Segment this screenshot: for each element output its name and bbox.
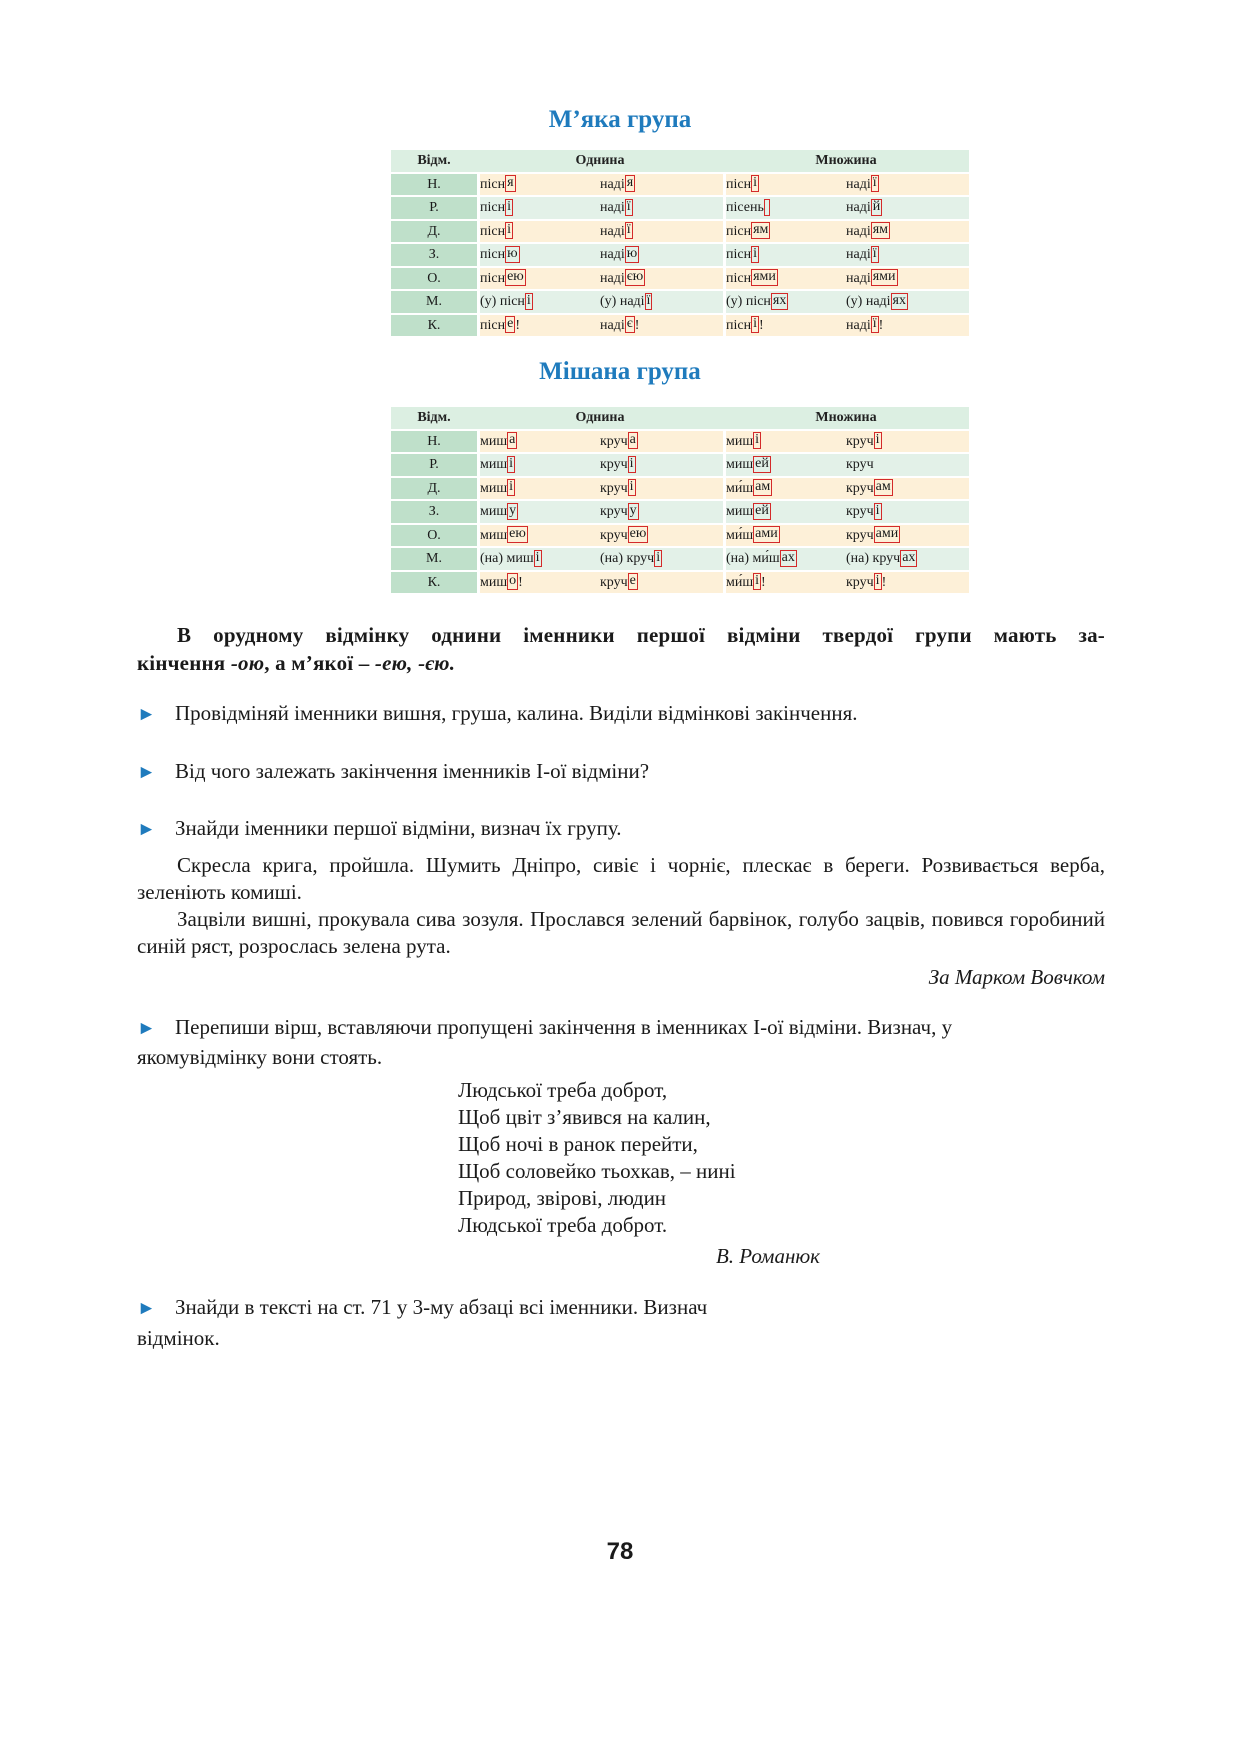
ending-box: і <box>753 175 757 191</box>
case-label: М. <box>391 291 477 313</box>
word-stem: круч <box>600 504 628 520</box>
ending-box: і <box>526 292 531 308</box>
word-stem: круч <box>600 457 628 473</box>
ending-box: ей <box>755 502 769 518</box>
case-label: М. <box>391 548 477 570</box>
case-label: К. <box>391 572 477 594</box>
table-row <box>391 174 969 196</box>
ending-box: і <box>753 316 757 332</box>
soft-group-title: М’яка група <box>548 106 692 133</box>
play-arrow-icon: ► <box>137 762 156 783</box>
table-row <box>391 572 969 594</box>
word-stem: пісень <box>726 200 764 216</box>
ending-box: е <box>629 573 636 589</box>
table-row <box>391 197 969 219</box>
declension-cell <box>846 315 969 337</box>
soft-declension-table <box>391 148 969 338</box>
declension-cell <box>600 221 723 243</box>
ending-box: ами <box>755 526 778 542</box>
declension-cell <box>600 174 723 196</box>
declension-cell <box>600 525 723 547</box>
declension-cell <box>600 268 723 290</box>
task-question <box>137 755 1105 789</box>
case-label: Н. <box>391 174 477 196</box>
word-stem: круч <box>600 433 628 449</box>
declension-cell <box>846 431 969 453</box>
mixed-group-title: Мішана група <box>539 358 701 385</box>
play-arrow-icon: ► <box>137 704 156 725</box>
preposition: (у) <box>600 294 617 310</box>
header-singular: Однина <box>477 407 723 429</box>
task-find-nouns <box>137 812 1105 846</box>
rule-line-2 <box>137 649 1105 677</box>
declension-cell <box>600 501 723 523</box>
declension-cell <box>723 548 846 570</box>
declension-cell <box>846 268 969 290</box>
preposition: (у) <box>726 294 743 310</box>
ending-box: і <box>875 432 880 448</box>
rule-text: , а м’якої – <box>264 651 375 675</box>
table-row <box>391 291 969 313</box>
table-row <box>391 431 969 453</box>
ending-box: у <box>509 502 517 518</box>
ending-box: ею <box>509 526 526 542</box>
ending-box: а <box>509 432 516 448</box>
word-stem: пісн <box>480 200 506 216</box>
declension-cell <box>477 268 600 290</box>
rule-ending-soft: -ею, -єю. <box>374 651 456 675</box>
ending-box: і <box>509 479 514 495</box>
rule-text: кінчення <box>137 651 231 675</box>
word-stem: ми́ш <box>726 480 754 496</box>
word-stem: наді <box>600 270 625 286</box>
declension-cell <box>846 572 969 594</box>
declension-cell <box>600 572 723 594</box>
poem-line: Щоб ночі в ранок перейти, <box>458 1132 698 1156</box>
declension-cell <box>477 291 600 313</box>
word-stem: наді <box>846 200 871 216</box>
word-stem: круч <box>846 504 874 520</box>
declension-cell <box>846 221 969 243</box>
task-find-in-text <box>137 1291 1105 1325</box>
declension-cell <box>600 291 723 313</box>
ending-box: ї <box>872 245 877 261</box>
declension-cell <box>723 291 846 313</box>
declension-cell <box>723 244 846 266</box>
word-stem: пісн <box>726 270 752 286</box>
table-row <box>391 478 969 500</box>
declension-cell <box>477 197 600 219</box>
ending-box: і <box>755 573 760 589</box>
declension-cell <box>723 221 846 243</box>
word-stem: миш <box>726 504 754 520</box>
punctuation: ! <box>515 317 520 333</box>
declension-cell <box>723 197 846 219</box>
word-stem: круч <box>846 527 874 543</box>
case-label: З. <box>391 244 477 266</box>
declension-cell <box>477 572 600 594</box>
ending-box: ям <box>753 222 769 238</box>
case-label: Д. <box>391 478 477 500</box>
play-arrow-icon: ► <box>137 819 156 840</box>
word-stem: миш <box>726 433 754 449</box>
ending-box: я <box>507 175 514 191</box>
declension-cell <box>723 431 846 453</box>
ending-box: і <box>509 455 514 471</box>
preposition: (на) <box>846 551 870 567</box>
declension-cell <box>477 454 600 476</box>
text-author: За Марком Вовчком <box>928 965 1105 989</box>
punctuation: ! <box>518 574 523 590</box>
word-stem: миш <box>480 457 508 473</box>
word-stem: наді <box>846 247 871 263</box>
case-label: О. <box>391 268 477 290</box>
word-stem: наді <box>600 247 625 263</box>
rule-line-1: В орудному відмінку однини іменники першої відміни твердої групи мають за- <box>177 623 1105 647</box>
ending-box: ям <box>872 222 889 238</box>
word-stem: наді <box>846 223 871 239</box>
case-label: Р. <box>391 454 477 476</box>
text-paragraph-2: Зацвіли вишні, прокувала сива зозуля. Прослався зелений барвінок, голубо зацвів, повився горобиний синій ряст, розрослась зелена рута. <box>137 907 1105 958</box>
ending-box: ї <box>626 222 631 238</box>
word-stem: пісн <box>726 176 752 192</box>
ending-box: ами <box>875 526 899 542</box>
word-stem: миш <box>480 480 508 496</box>
task-text: Знайди в тексті на ст. 71 у 3-му абзаці всі іменники. Визнач <box>175 1295 708 1319</box>
word-stem: миш <box>480 433 508 449</box>
task-find-in-text-cont: відмінок. <box>137 1326 220 1350</box>
ending-box: о <box>509 573 517 589</box>
table-row <box>391 268 969 290</box>
word-stem: ми́ш <box>752 551 780 567</box>
word-stem: пісн <box>726 223 752 239</box>
ending-box: і <box>753 245 757 261</box>
preposition: (у) <box>480 294 497 310</box>
word-stem: круч <box>626 551 655 567</box>
rule-ending-hard: -ою <box>230 651 265 675</box>
poem-line: Щоб соловейко тьохкав, – нині <box>458 1159 736 1183</box>
case-label: Н. <box>391 431 477 453</box>
header-singular: Однина <box>477 150 723 172</box>
word-stem: круч <box>872 551 901 567</box>
punctuation: ! <box>758 317 764 333</box>
play-arrow-icon: ► <box>137 1298 156 1319</box>
table-row <box>391 244 969 266</box>
ending-box: ях <box>772 292 787 308</box>
ending-box <box>764 199 770 216</box>
ending-box: ей <box>755 455 769 471</box>
ending-box: ях <box>892 292 906 308</box>
word-stem: пісн <box>726 247 752 263</box>
task-rewrite-poem <box>137 1011 1105 1045</box>
ending-box: ями <box>753 269 776 285</box>
word-stem: пісн <box>480 247 506 263</box>
declension-cell <box>846 525 969 547</box>
table-row <box>391 454 969 476</box>
punctuation: ! <box>761 574 766 590</box>
word-stem: круч <box>600 480 628 496</box>
ending-box: і <box>656 549 661 565</box>
word-stem: наді <box>846 176 871 192</box>
table-row <box>391 315 969 337</box>
declension-cell <box>477 221 600 243</box>
table-row <box>391 548 969 570</box>
case-label: О. <box>391 525 477 547</box>
ending-box: ями <box>872 269 896 285</box>
declension-cell <box>600 454 723 476</box>
word-stem: круч <box>846 457 874 473</box>
word-stem: миш <box>480 504 508 520</box>
case-label: К. <box>391 315 477 337</box>
word-stem: наді <box>846 317 871 333</box>
task-text: Знайди іменники першої відміни, визнач їх групу. <box>175 816 622 840</box>
task-text: Від чого залежать закінчення іменників І-ої відміни? <box>175 759 650 783</box>
declension-cell <box>477 431 600 453</box>
poem-line: Щоб цвіт з’явився на калин, <box>458 1105 711 1129</box>
word-stem: миш <box>480 527 508 543</box>
word-stem: круч <box>846 433 874 449</box>
header-case: Відм. <box>391 150 477 172</box>
declension-cell <box>600 548 723 570</box>
poem-line: Людської треба доброт, <box>458 1078 668 1102</box>
word-stem: круч <box>600 527 628 543</box>
ending-box: ею <box>629 526 647 542</box>
word-stem: наді <box>600 223 625 239</box>
declension-cell <box>846 244 969 266</box>
case-label: З. <box>391 501 477 523</box>
word-stem: круч <box>846 574 874 590</box>
ending-box: і <box>507 198 511 214</box>
declension-cell <box>846 197 969 219</box>
word-stem: наді <box>846 270 871 286</box>
word-stem: пісн <box>726 317 752 333</box>
declension-cell <box>600 431 723 453</box>
ending-box: ї <box>872 175 877 191</box>
task-text: Провідміняй іменники вишня, груша, калина. Виділи відмінкові закінчення. <box>175 701 858 725</box>
header-plural: Множина <box>723 150 969 172</box>
declension-cell <box>723 268 846 290</box>
ending-box: у <box>629 502 637 518</box>
ending-box: ам <box>755 479 771 495</box>
declension-cell <box>600 478 723 500</box>
punctuation: ! <box>881 574 887 590</box>
declension-cell <box>723 525 846 547</box>
page-number: 78 <box>606 1538 634 1565</box>
poem-author: В. Романюк <box>715 1244 820 1268</box>
case-label: Р. <box>391 197 477 219</box>
declension-cell <box>846 501 969 523</box>
declension-cell <box>477 478 600 500</box>
declension-cell <box>846 454 969 476</box>
word-stem: пісн <box>745 294 771 310</box>
declension-cell <box>477 174 600 196</box>
word-stem: круч <box>846 480 874 496</box>
preposition: (на) <box>600 551 624 567</box>
mixed-declension-table <box>391 405 969 595</box>
declension-cell <box>477 525 600 547</box>
ending-box: ю <box>626 245 638 261</box>
ending-box: й <box>872 198 881 214</box>
declension-cell <box>477 501 600 523</box>
ending-box: і <box>875 573 880 589</box>
word-stem: пісн <box>480 317 506 333</box>
word-stem: ми́ш <box>726 527 754 543</box>
declension-cell <box>477 548 600 570</box>
preposition: (у) <box>846 294 863 310</box>
play-arrow-icon: ► <box>137 1018 156 1039</box>
word-stem: миш <box>506 551 534 567</box>
ending-box: і <box>875 502 880 518</box>
poem-line: Природ, звірові, людин <box>458 1186 667 1210</box>
ending-box: ї <box>646 292 651 308</box>
declension-cell <box>477 315 600 337</box>
declension-cell <box>846 174 969 196</box>
word-stem: миш <box>480 574 508 590</box>
word-stem: пісн <box>480 176 506 192</box>
ending-box: і <box>629 479 634 495</box>
declension-cell <box>600 197 723 219</box>
declension-cell <box>600 244 723 266</box>
poem <box>458 1077 736 1239</box>
declension-cell <box>723 478 846 500</box>
ending-box: е <box>507 316 514 332</box>
declension-cell <box>723 501 846 523</box>
word-stem: пісн <box>480 270 506 286</box>
punctuation: ! <box>634 317 640 333</box>
declension-cell <box>477 244 600 266</box>
task-decline <box>137 697 1105 731</box>
declension-cell <box>723 315 846 337</box>
case-label: Д. <box>391 221 477 243</box>
text-paragraph-1: Скресла крига, пройшла. Шумить Дніпро, сивіє і чорніє, плескає в береги. Розвивається верба, зеленіють комиші. <box>137 853 1105 904</box>
header-case: Відм. <box>391 407 477 429</box>
grammar-rule <box>137 621 1105 677</box>
word-stem: круч <box>600 574 628 590</box>
word-stem: наді <box>600 200 625 216</box>
declension-cell <box>723 454 846 476</box>
task-rewrite-poem-cont: якомувідмінку вони стоять. <box>137 1045 383 1069</box>
declension-cell <box>723 174 846 196</box>
declension-cell <box>846 291 969 313</box>
ending-box: ах <box>902 549 916 565</box>
ending-box: а <box>629 432 636 448</box>
ending-box: ам <box>875 479 891 495</box>
ending-box: ї <box>872 316 877 332</box>
punctuation: ! <box>878 317 884 333</box>
ending-box: і <box>629 455 634 471</box>
word-stem: наді <box>865 294 891 310</box>
preposition: (на) <box>480 551 504 567</box>
word-stem: наді <box>619 294 645 310</box>
word-stem: наді <box>600 176 625 192</box>
ending-box: ї <box>626 198 631 214</box>
declension-cell <box>723 572 846 594</box>
table-row <box>391 221 969 243</box>
ending-box: і <box>755 432 760 448</box>
ending-box: єю <box>626 269 644 285</box>
ending-box: ею <box>507 269 524 285</box>
ending-box: ю <box>507 245 518 261</box>
table-row <box>391 501 969 523</box>
poem-line: Людської треба доброт. <box>458 1213 668 1237</box>
declension-cell <box>846 548 969 570</box>
word-stem: миш <box>726 457 754 473</box>
header-plural: Множина <box>723 407 969 429</box>
word-stem: пісн <box>499 294 525 310</box>
ending-box: і <box>535 549 540 565</box>
word-stem: наді <box>600 317 625 333</box>
ending-box: і <box>507 222 511 238</box>
table-row <box>391 525 969 547</box>
declension-cell <box>846 478 969 500</box>
preposition: (на) <box>726 551 750 567</box>
ending-box: ах <box>781 549 795 565</box>
word-stem: ми́ш <box>726 574 754 590</box>
task-text: Перепиши вірш, вставляючи пропущені закінчення в іменниках І-ої відміни. Визнач, у <box>175 1015 953 1039</box>
word-stem: пісн <box>480 223 506 239</box>
ending-box: я <box>626 175 634 191</box>
declension-cell <box>600 315 723 337</box>
ending-box: є <box>626 316 633 332</box>
